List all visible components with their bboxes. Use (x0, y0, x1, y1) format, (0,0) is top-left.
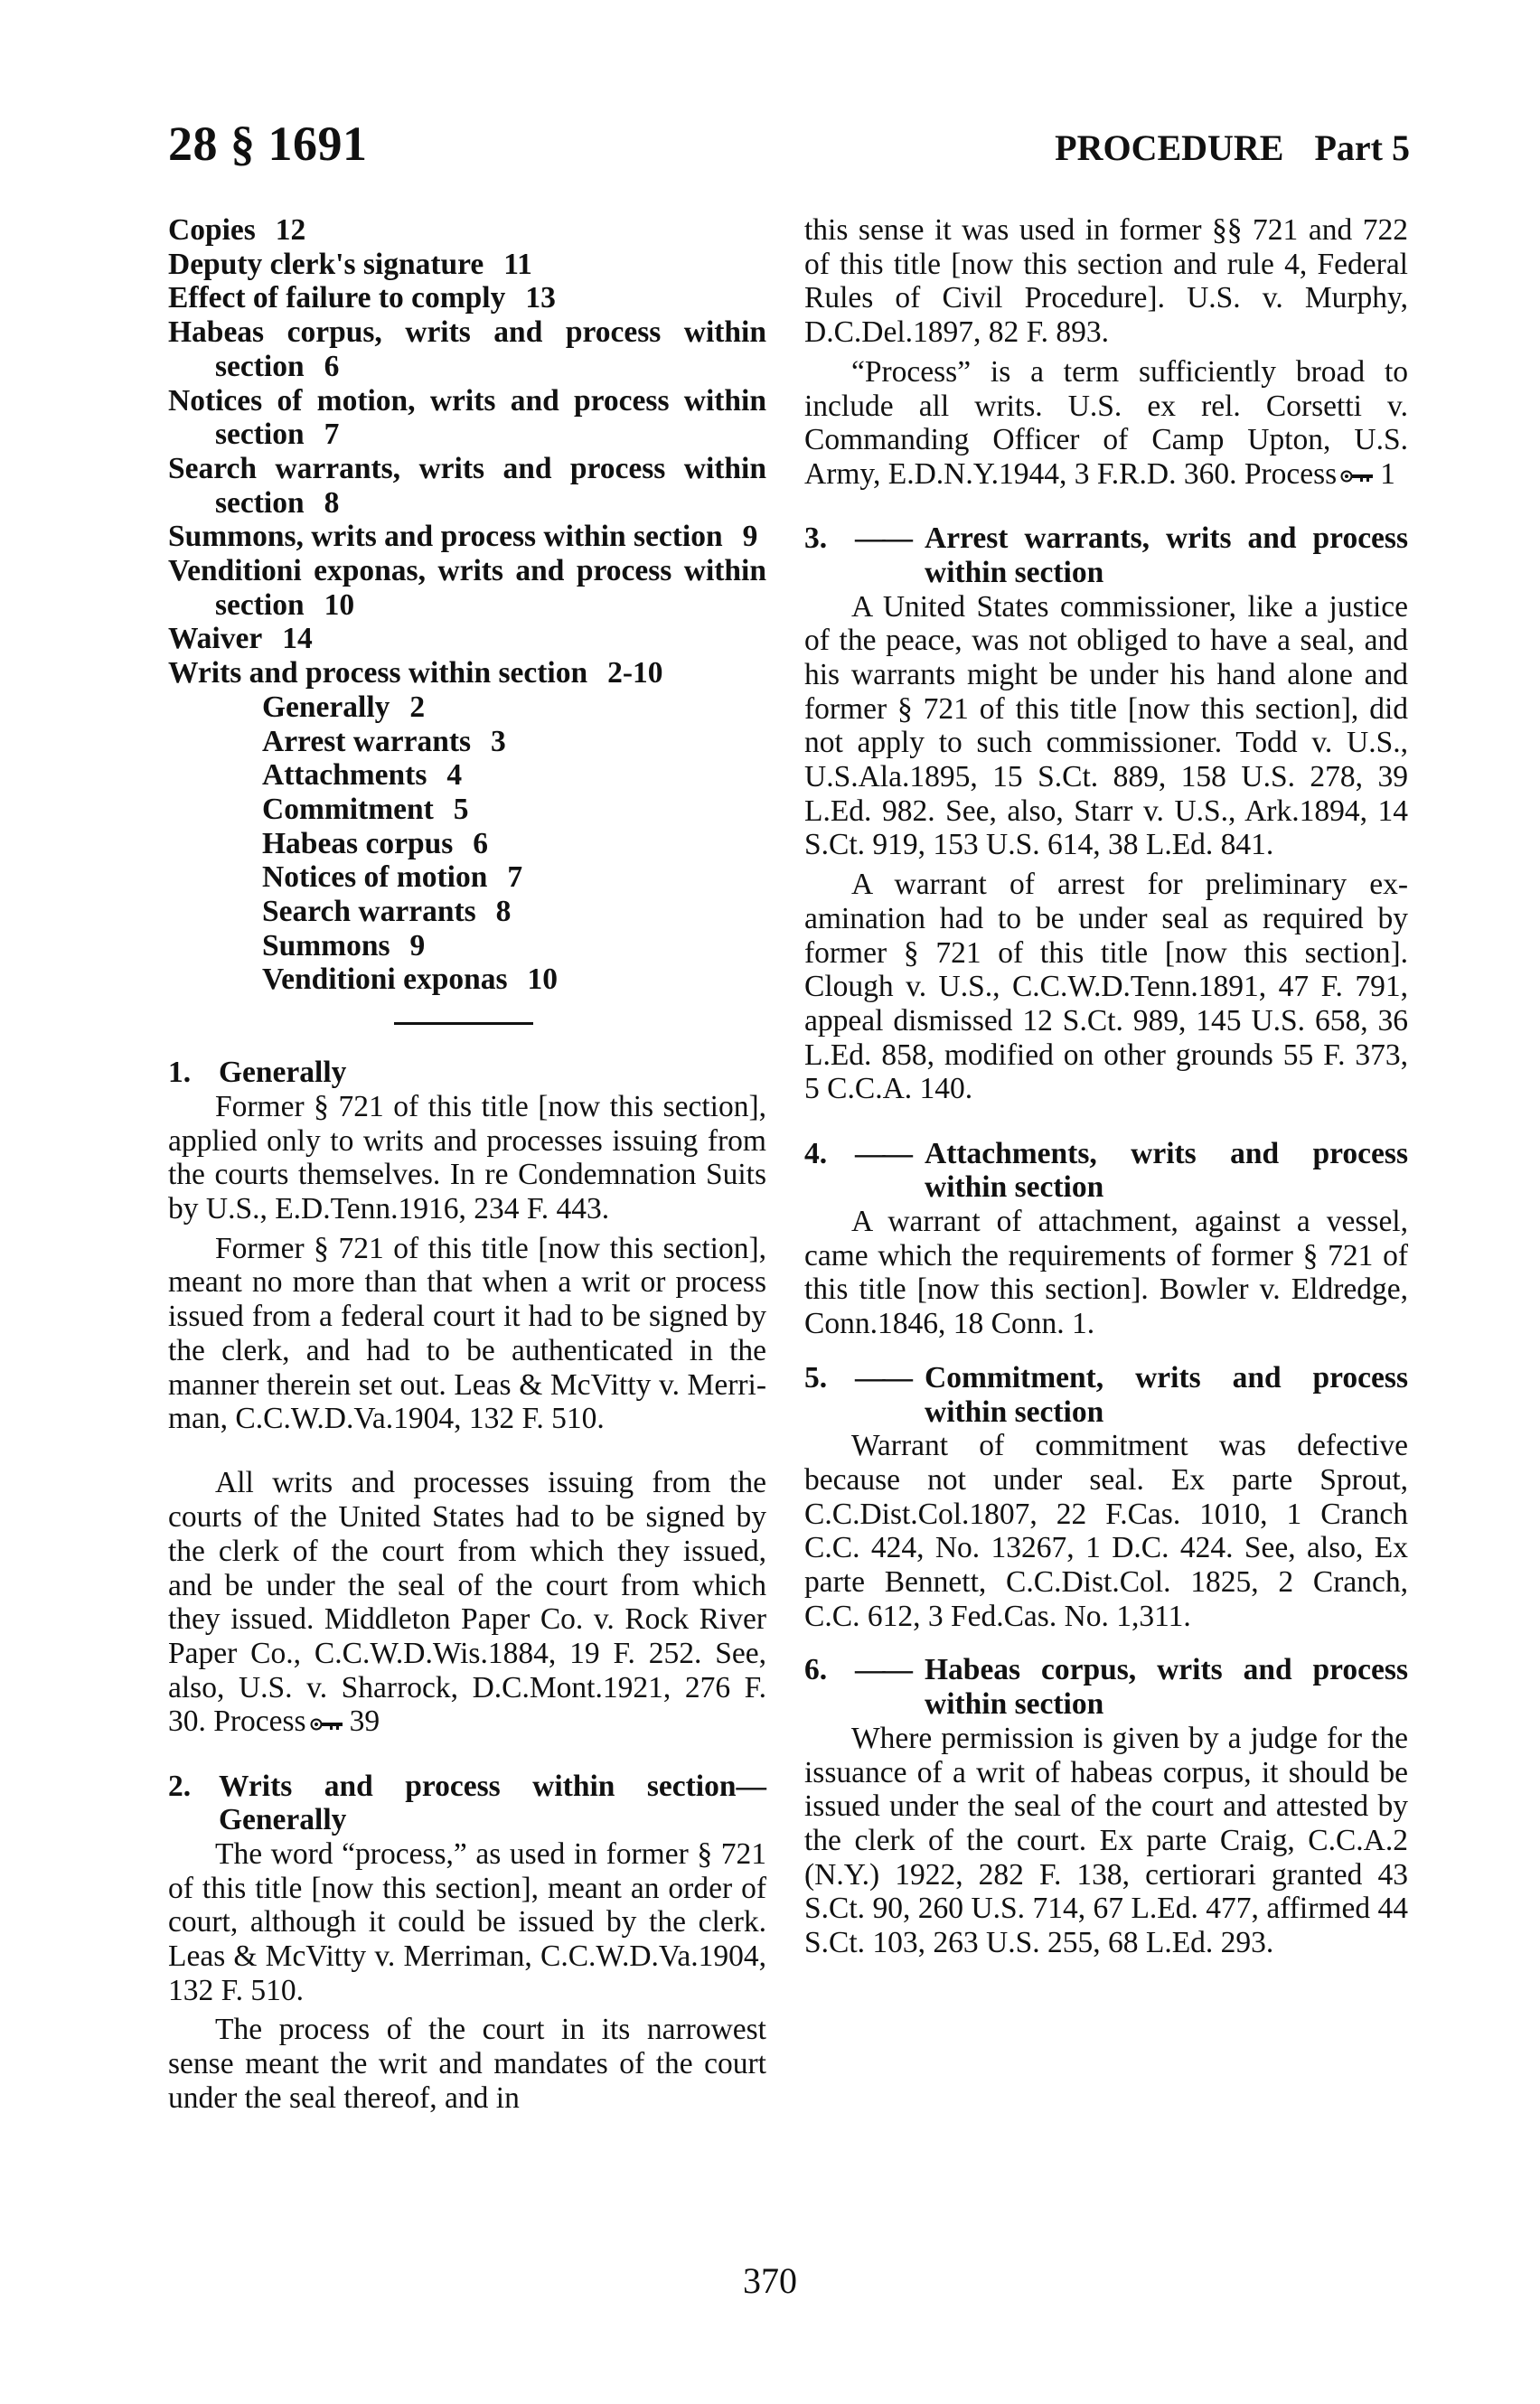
index-item[interactable]: Venditioni exponas, writs and process within section 10 (168, 554, 766, 622)
note-heading-6: 6. —— Habeas corpus, writs and process within section (804, 1653, 1408, 1722)
running-head (168, 116, 1410, 170)
part-label: Part 5 (1314, 127, 1410, 168)
key-number-icon (1340, 469, 1375, 484)
index-item[interactable]: Deputy clerk's signature 11 (168, 247, 532, 281)
note-paragraph: The process of the court in its narrowest sense meant the writ and mandates of the court under the seal thereof, and in (168, 2013, 766, 2115)
note-paragraph: The word “process,” as used in former § 721 of this title [now this section], meant an order of court, although it could be issued by the clerk. Leas & McVitty v. Merriman, C.C.W.D.Va.1904, 132 F. 510. (168, 1836, 766, 2007)
notes-index (168, 213, 766, 997)
index-item[interactable]: Summons, writs and process within section 9 (168, 520, 758, 554)
note-paragraph: Where permission is given by a judge for the issuance of a writ of habeas corpus, it should be issued under the seal of the court and attested by the clerk of the court. Ex parte Craig, C.C.A.2 (N.Y.) 1922, 282 F. 138, certiorari granted 43 S.Ct. 90, 260 U.S. 714, 67 L.Ed. 477, affirmed 44 S.Ct. 103, 263 U.S. 255, 68 L.Ed. 293. (804, 1721, 1408, 1960)
index-subitem[interactable]: Notices of motion 7 (262, 860, 523, 895)
note-paragraph: A United States commissioner, like a justice of the peace, was not obliged to have a seal, and his warrants might be under his hand alone and former § 721 of this title [now this section], did not apply to such commissioner. Todd v. U.S., U.S.Ala.1895, 15 S.Ct. 889, 158 U.S. 278, 39 L.Ed. 982. See, also, Starr v. U.S., Ark.1894, 14 S.Ct. 919, 153 U.S. 614, 38 L.Ed. 841. (804, 589, 1408, 862)
note-heading-4: 4. —— Attachments, writs and process within section (804, 1136, 1408, 1205)
note-paragraph: Warrant of commitment was defective because not under seal. Ex parte Sprout, C.C.Dist.Col.1807, 22 F.Cas. 1010, 1 Cranch C.C. 424, No. 13267, 1 D.C. 424. See, also, Ex parte Bennett, C.C.Dist.Col. 1825, 2 Cranch, C.C. 612, 3 Fed.Cas. No. 1,311. (804, 1429, 1408, 1633)
index-subitem[interactable]: Venditioni exponas 10 (262, 963, 559, 997)
key-number-icon (310, 1717, 344, 1732)
index-item[interactable]: Notices of motion, writs and process within section 7 (168, 383, 766, 452)
right-column (804, 213, 1408, 1960)
index-subitem[interactable]: Summons 9 (262, 928, 426, 963)
title-text: PROCEDURE (1055, 127, 1284, 168)
index-item[interactable]: Habeas corpus, writs and process within section 6 (168, 315, 766, 383)
index-subitem[interactable]: Search warrants 8 (262, 895, 512, 929)
note-heading-2: 2. Writs and process within section—Generally (168, 1769, 766, 1837)
index-subitem[interactable]: Habeas corpus 6 (262, 826, 489, 860)
index-item[interactable]: Effect of failure to comply 13 (168, 281, 556, 315)
note-paragraph: Former § 721 of this title [now this section], applied only to writs and processes issuing from the courts themselves. In re Condemnation Suits by U.S., E.D.Tenn.1916, 234 F. 443. (168, 1089, 766, 1225)
index-item[interactable]: Search warrants, writs and process within section 8 (168, 451, 766, 520)
running-title (1055, 127, 1410, 169)
page-number: 370 (743, 2260, 797, 2301)
divider-rule (394, 1022, 533, 1025)
index-subitem[interactable]: Generally 2 (262, 690, 426, 724)
note-paragraph: A warrant of attachment, against a vessel, came which the requirements of former § 721 of this title [now this section]. Bowler v. Eldredge, Conn.1846, 18 Conn. 1. (804, 1204, 1408, 1341)
index-item[interactable]: Waiver 14 (168, 622, 313, 656)
index-item[interactable]: Writs and process within section 2-10 (168, 656, 663, 690)
note-heading-5: 5. —— Commitment, writs and process within section (804, 1360, 1408, 1429)
index-subitem[interactable]: Attachments 4 (262, 758, 463, 793)
note-paragraph: All writs and processes issuing from the courts of the United States had to be signed by the clerk of the court from which they issued, and be under the seal of the court from which they issued. Middleton Paper Co. v. Rock River Paper Co., C.C.W.D.Wis.1884, 19 F. 252. See, also, U.S. v. Sharrock, D.C.Mont.1921, 276 F. 30. Process 39 (168, 1466, 766, 1739)
section-number: 28 § 1691 (168, 117, 368, 171)
note-heading-3: 3. —— Arrest warrants, writs and process within section (804, 521, 1408, 589)
note-heading-1: 1. Generally (168, 1056, 347, 1090)
note-paragraph: “Process” is a term sufficiently broad to include all writs. U.S. ex rel. Corsetti v. Commanding Officer of Camp Upton, U.S. Army, E.D.N.Y.1944, 3 F.R.D. 360. Process 1 (804, 354, 1408, 491)
note-paragraph: A warrant of arrest for preliminary examination had to be under seal as required by former § 721 of this title [now this section]. Clough v. U.S., C.C.W.D.Tenn.1891, 47 F. 791, appeal dismissed 12 S.Ct. 989, 145 U.S. 658, 36 L.Ed. 858, modified on other grounds 55 F. 373, 5 C.C.A. 140. (804, 868, 1408, 1106)
left-column (168, 213, 766, 2146)
note-paragraph-continued: this sense it was used in former §§ 721 and 722 of this title [now this section and rule 4, Federal Rules of Civil Procedure]. U.S. v. Murphy, D.C.Del.1897, 82 F. 893. (804, 213, 1408, 350)
index-item[interactable]: Copies 12 (168, 213, 306, 247)
index-subitem[interactable]: Arrest warrants 3 (262, 724, 506, 758)
index-subitem[interactable]: Commitment 5 (262, 792, 469, 826)
note-paragraph: Former § 721 of this title [now this section], meant no more than that when a writ or process issued from a federal court it had to be signed by the clerk, and had to be authenticated in the manner therein set out. Leas & McVitty v. Merriman, C.C.W.D.Va.1904, 132 F. 510. (168, 1231, 766, 1436)
